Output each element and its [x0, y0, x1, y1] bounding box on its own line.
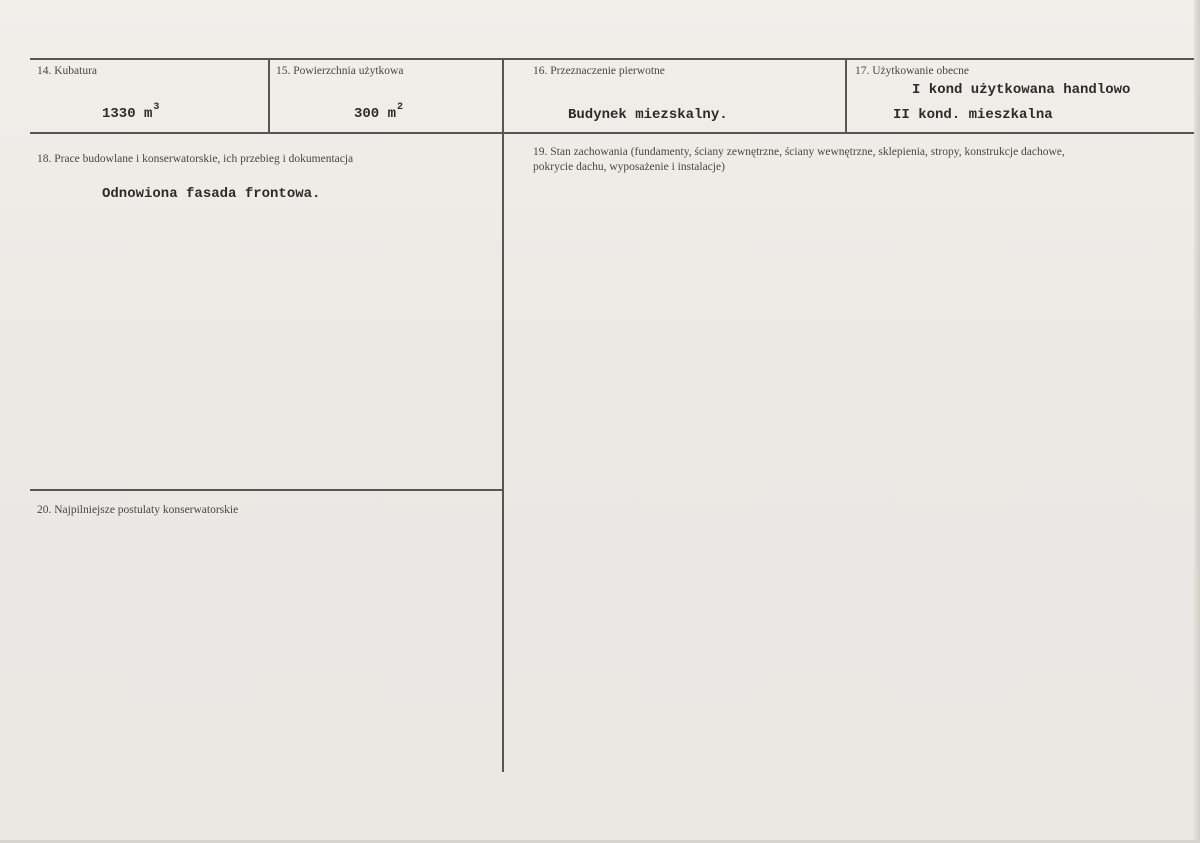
divider-16-17	[845, 58, 847, 133]
field-20-label: 20. Najpilniejsze postulaty konserwatorskie	[37, 504, 239, 516]
divider-15-16	[502, 58, 504, 133]
field-16-label: 16. Przeznaczenie pierwotne	[533, 65, 665, 77]
field-16-value: Budynek miezskalny.	[568, 107, 728, 123]
field-17-label: 17. Użytkowanie obecne	[855, 65, 970, 77]
header-bottom-rule	[30, 132, 1200, 134]
field-14-label: 14. Kubatura	[37, 65, 98, 77]
section-18-20-rule	[30, 489, 503, 491]
field-18-value: Odnowiona fasada frontowa.	[102, 186, 321, 202]
top-rule	[30, 58, 1200, 60]
field-18-label: 18. Prace budowlane i konserwatorskie, ich przebieg i dokumentacja	[37, 153, 354, 165]
field-17-value-line2: II kond. mieszkalna	[893, 107, 1053, 123]
field-19-label: 19. Stan zachowania (fundamenty, ściany zewnętrzne, ściany wewnętrzne, sklepienia, stropy, konstrukcje dachowe, pokrycie dachu, wyposażenie i instalacje)	[533, 146, 1065, 173]
field-14-value: 1330 $m^3$	[102, 102, 160, 122]
field-15-label: 15. Powierzchnia użytkowa	[276, 65, 404, 77]
divider-14-15	[268, 58, 270, 133]
main-column-divider	[502, 132, 504, 772]
field-17-value-line1: I kond użytkowana handlowo	[912, 82, 1131, 98]
field-15-value: 300 $m^2$	[354, 102, 404, 122]
card-right-edge	[1194, 0, 1200, 843]
